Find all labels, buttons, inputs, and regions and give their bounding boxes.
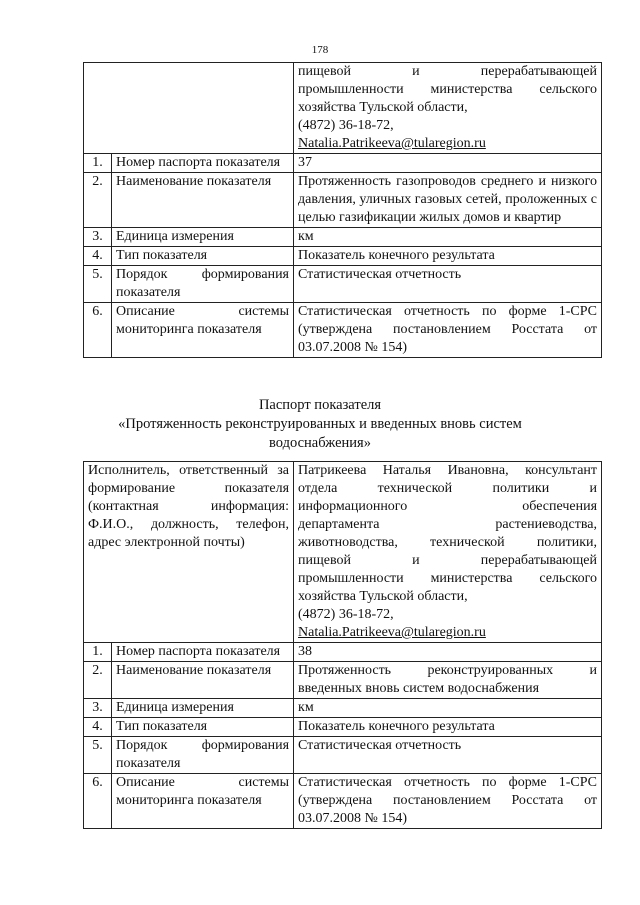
row-number: 4. — [84, 247, 112, 266]
heading-title: Паспорт показателя — [258, 397, 382, 413]
table-row — [84, 266, 602, 303]
row-label: Наименование показателя — [112, 662, 294, 699]
row-label: Описание системы мониторинга показателя — [112, 303, 294, 358]
heading-subtitle-line-1: «Протяженность реконструированных и введенных вновь систем — [118, 416, 522, 432]
row-number: 4. — [84, 718, 112, 737]
email-link[interactable]: Natalia.Patrikeeva@tularegion.ru — [298, 625, 486, 640]
row-number: 1. — [84, 643, 112, 662]
table-row — [84, 303, 602, 358]
contact-line: Патрикеева Наталья Ивановна, консультант — [298, 463, 598, 478]
row-value: км — [294, 699, 602, 718]
row-value: Показатель конечного результата — [294, 718, 602, 737]
header-row — [84, 63, 602, 154]
row-number: 6. — [84, 774, 112, 829]
table-row — [84, 173, 602, 228]
table-row — [84, 718, 602, 737]
contact-line: информационного обеспечения — [298, 499, 598, 514]
row-label: Порядок формирования показателя — [112, 737, 294, 774]
heading-subtitle-line-2: водоснабжения» — [269, 435, 371, 451]
table-row — [84, 737, 602, 774]
row-label: Наименование показателя — [112, 173, 294, 228]
page-number: 178 — [311, 44, 329, 56]
header-value-cell — [294, 462, 602, 643]
header-value-cell — [294, 63, 602, 154]
table-row — [84, 774, 602, 829]
row-label: Единица измерения — [112, 228, 294, 247]
row-number: 5. — [84, 266, 112, 303]
row-value: Статистическая отчетность — [294, 266, 602, 303]
row-value: Статистическая отчетность по форме 1-СРС (утверждена постановлением Росстата от 03.07.2008 № 154) — [294, 303, 602, 358]
row-number: 3. — [84, 699, 112, 718]
row-label: Тип показателя — [112, 247, 294, 266]
contact-line: отдела технической политики и — [298, 481, 598, 496]
table-row — [84, 228, 602, 247]
row-label: Единица измерения — [112, 699, 294, 718]
table-row — [84, 643, 602, 662]
row-number: 6. — [84, 303, 112, 358]
row-label: Тип показателя — [112, 718, 294, 737]
row-value: Статистическая отчетность по форме 1-СРС (утверждена постановлением Росстата от 03.07.2008 № 154) — [294, 774, 602, 829]
row-number: 2. — [84, 173, 112, 228]
contact-line: промышленности министерства сельского — [298, 82, 597, 97]
contact-line: хозяйства Тульской области, — [298, 100, 468, 115]
row-number: 1. — [84, 154, 112, 173]
row-value: Протяженность реконструированных и введенных вновь систем водоснабжения — [294, 662, 602, 699]
contact-line: промышленности министерства сельского — [298, 571, 598, 586]
row-value: Протяженность газопроводов среднего и низкого давления, уличных газовых сетей, проложенных с целью газификации жилых домов и квартир — [294, 173, 602, 228]
row-value: 37 — [294, 154, 602, 173]
passport-table-37 — [83, 62, 602, 358]
header-row — [84, 462, 602, 643]
email-link[interactable]: Natalia.Patrikeeva@tularegion.ru — [298, 136, 486, 151]
row-label: Описание системы мониторинга показателя — [112, 774, 294, 829]
passport-heading — [80, 396, 560, 453]
header-label-cell: Исполнитель, ответственный за формирование показателя (контактная информация: Ф.И.О., должность, телефон, адрес электронной почты) — [84, 462, 294, 643]
row-number: 5. — [84, 737, 112, 774]
row-value: 38 — [294, 643, 602, 662]
passport-table-38 — [83, 461, 602, 829]
contact-line: животноводства, технической политики, — [298, 535, 598, 550]
row-value: Показатель конечного результата — [294, 247, 602, 266]
row-value: Статистическая отчетность — [294, 737, 602, 774]
table-row — [84, 154, 602, 173]
row-value: км — [294, 228, 602, 247]
row-number: 3. — [84, 228, 112, 247]
contact-line: департамента растениеводства, — [298, 517, 598, 532]
contact-line: (4872) 36-18-72, — [298, 118, 394, 133]
table-row — [84, 699, 602, 718]
row-label: Порядок формирования показателя — [112, 266, 294, 303]
contact-line: пищевой и перерабатывающей — [298, 553, 598, 568]
row-number: 2. — [84, 662, 112, 699]
contact-line: (4872) 36-18-72, — [298, 607, 394, 622]
table-row — [84, 247, 602, 266]
contact-line: пищевой и перерабатывающей — [298, 64, 597, 79]
header-label-cell — [84, 63, 294, 154]
row-label: Номер паспорта показателя — [112, 154, 294, 173]
table-row — [84, 662, 602, 699]
row-label: Номер паспорта показателя — [112, 643, 294, 662]
contact-line: хозяйства Тульской области, — [298, 589, 468, 604]
